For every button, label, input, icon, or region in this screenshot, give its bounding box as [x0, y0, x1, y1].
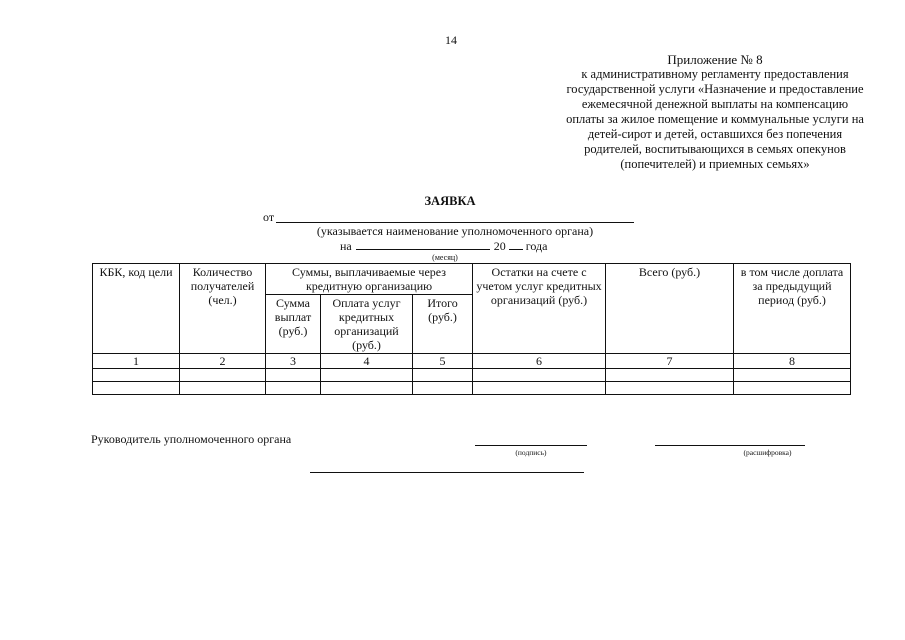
- appendix-line: государственной услуги «Назначение и предоставление: [566, 82, 864, 96]
- year-field-line[interactable]: [509, 249, 523, 250]
- from-hint: (указывается наименование уполномоченного органа): [316, 224, 594, 238]
- appendix-line: родителей, воспитывающихся в семьях опекунов: [584, 142, 846, 156]
- table-cell[interactable]: [606, 369, 734, 382]
- table-cell[interactable]: [266, 369, 321, 382]
- month-field-line[interactable]: [356, 249, 490, 250]
- table-cell[interactable]: [180, 382, 266, 395]
- appendix-line: детей-сирот и детей, оставшихся без попечения: [587, 127, 843, 141]
- column-number: 5: [413, 354, 473, 369]
- table-cell[interactable]: [734, 369, 851, 382]
- decoding-hint: (расшифровка): [743, 448, 792, 457]
- month-hint: (месяц): [432, 253, 458, 262]
- table-cell[interactable]: [413, 382, 473, 395]
- period-row: [340, 239, 547, 254]
- column-number: 7: [606, 354, 734, 369]
- table-row: [93, 382, 851, 395]
- year-prefix: 20: [493, 239, 506, 253]
- appendix-line: к административному регламенту предоставления: [581, 67, 849, 81]
- signature-hint: (подпись): [515, 448, 547, 457]
- table-cell[interactable]: [180, 369, 266, 382]
- table-cell[interactable]: [93, 382, 180, 395]
- from-field-line[interactable]: [276, 222, 634, 223]
- bottom-field-line[interactable]: [310, 472, 584, 473]
- header-sums-group: Суммы, выплачиваемые через кредитную организацию: [266, 264, 473, 295]
- head-of-authority-label: Руководитель уполномоченного органа: [91, 432, 292, 446]
- table-cell[interactable]: [606, 382, 734, 395]
- column-number: 2: [180, 354, 266, 369]
- table-cell[interactable]: [266, 382, 321, 395]
- appendix-line: оплаты за жилое помещение и коммунальные услуги на: [566, 112, 864, 126]
- application-table: [92, 263, 851, 395]
- header-balance: Остатки на счете с учетом услуг кредитных организаций (руб.): [473, 264, 606, 354]
- header-additional: в том числе доплата за предыдущий период (руб.): [734, 264, 851, 354]
- column-number: 6: [473, 354, 606, 369]
- column-number: 8: [734, 354, 851, 369]
- year-suffix: года: [525, 239, 548, 253]
- appendix-line: (попечителей) и приемных семьях»: [620, 157, 810, 171]
- signature-line[interactable]: [475, 445, 587, 446]
- appendix-title: Приложение № 8: [667, 52, 763, 67]
- table-cell[interactable]: [413, 369, 473, 382]
- on-label: на: [340, 239, 352, 253]
- table-cell[interactable]: [321, 369, 413, 382]
- table-cell[interactable]: [473, 369, 606, 382]
- form-title: ЗАЯВКА: [424, 194, 476, 208]
- header-kbk: КБК, код цели: [93, 264, 180, 354]
- table-number-row: [93, 354, 851, 369]
- from-label: от: [263, 210, 275, 224]
- appendix-line: ежемесячной денежной выплаты на компенсацию: [581, 97, 849, 111]
- decoding-line[interactable]: [655, 445, 805, 446]
- column-number: 1: [93, 354, 180, 369]
- header-subtotal: Итого (руб.): [413, 295, 473, 354]
- table-header-row: [93, 264, 851, 295]
- header-payment-sum: Сумма выплат (руб.): [266, 295, 321, 354]
- column-number: 4: [321, 354, 413, 369]
- table-cell[interactable]: [93, 369, 180, 382]
- table-cell[interactable]: [321, 382, 413, 395]
- header-recipients: Количество получателей (чел.): [180, 264, 266, 354]
- table-cell[interactable]: [473, 382, 606, 395]
- appendix-block: [520, 52, 905, 172]
- table-cell[interactable]: [734, 382, 851, 395]
- header-total: Всего (руб.): [606, 264, 734, 354]
- table-row: [93, 369, 851, 382]
- column-number: 3: [266, 354, 321, 369]
- page-number: 14: [445, 33, 457, 47]
- header-bank-fees: Оплата услуг кредитных организаций (руб.): [321, 295, 413, 354]
